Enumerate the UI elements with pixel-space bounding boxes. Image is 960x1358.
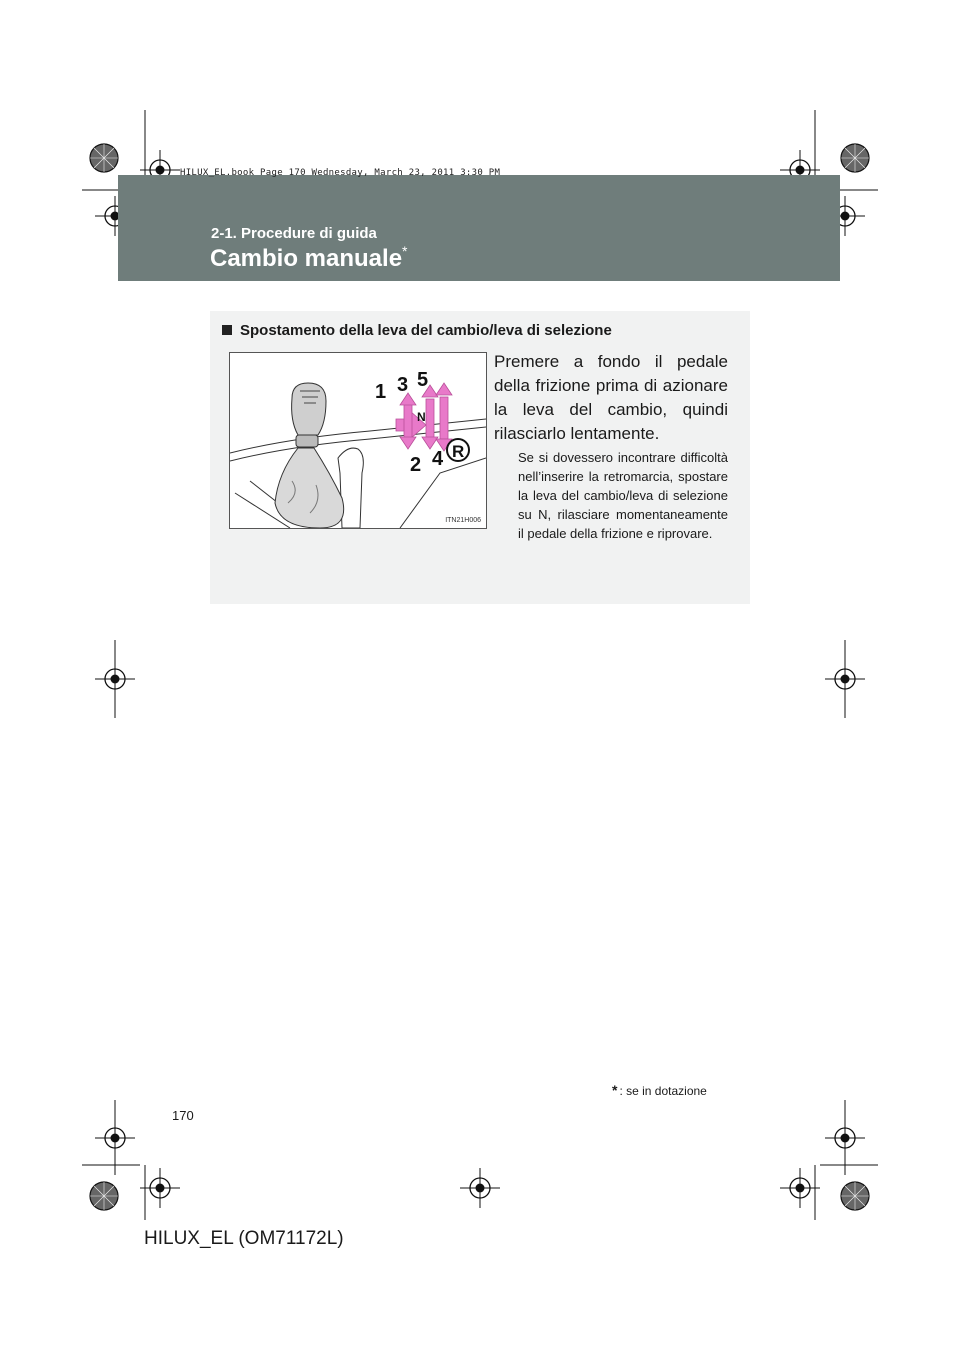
main-paragraph: Premere a fondo il pedale della frizione prima di azionare la leva del cambio, quindi rilasciarlo lentamente. bbox=[494, 352, 728, 443]
footnote-asterisk: * bbox=[612, 1082, 618, 1098]
note-paragraph: Se si dovessero incontrare difficoltà nell’inserire la retromarcia, spostare la leva del cambio/leva di selezione su N, rilasciare momentaneamente il pedale della frizione e riprovare. bbox=[518, 450, 728, 541]
footnote bbox=[612, 1082, 707, 1098]
footnote-text: : se in dotazione bbox=[619, 1084, 707, 1098]
subsection-heading bbox=[222, 322, 612, 339]
page-title bbox=[210, 245, 408, 273]
gear-label-r: R bbox=[452, 442, 465, 461]
gear-label-2: 2 bbox=[410, 454, 422, 476]
document-id: HILUX_EL (OM71172L) bbox=[144, 1228, 344, 1249]
page-number: 170 bbox=[172, 1108, 194, 1123]
gearshift-figure bbox=[229, 352, 487, 529]
page-title-text: Cambio manuale bbox=[210, 245, 403, 272]
gear-label-5: 5 bbox=[417, 369, 429, 391]
square-bullet-icon bbox=[222, 325, 232, 335]
section-title: 2-1. Procedure di guida bbox=[211, 225, 377, 242]
gear-label-n: N bbox=[417, 410, 426, 424]
title-asterisk: * bbox=[402, 243, 408, 259]
subsection-heading-text: Spostamento della leva del cambio/leva di selezione bbox=[240, 322, 612, 339]
figure-id: ITN21H006 bbox=[445, 517, 481, 524]
gear-label-1: 1 bbox=[375, 381, 387, 403]
gear-label-3: 3 bbox=[397, 374, 409, 396]
file-stamp: HILUX_EL.book Page 170 Wednesday, March 23, 2011 3:30 PM bbox=[180, 168, 501, 178]
gear-label-4: 4 bbox=[432, 448, 444, 470]
gearshift-illustration bbox=[230, 353, 486, 528]
